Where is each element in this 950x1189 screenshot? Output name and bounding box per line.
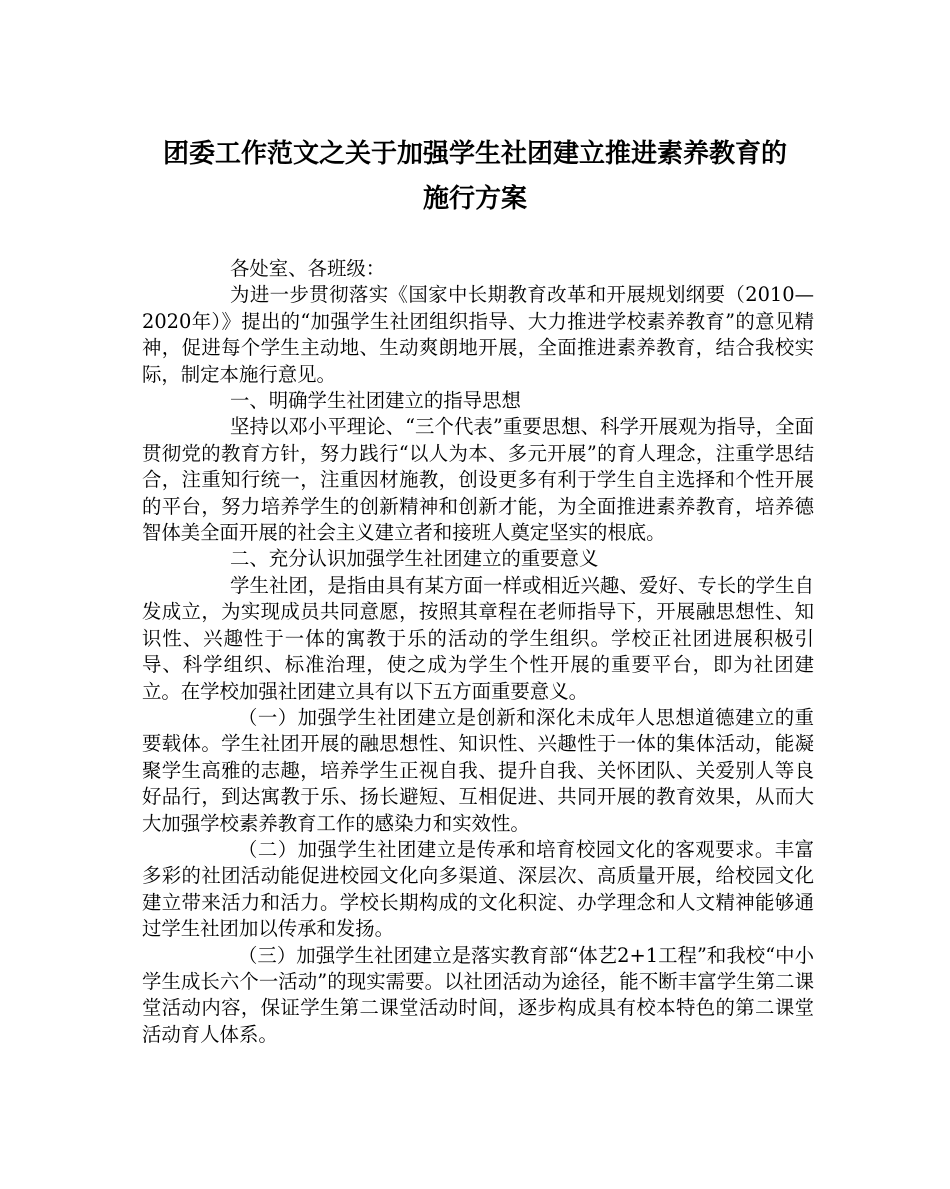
- significance-item-1: （一）加强学生社团建立是创新和深化未成年人思想道德建立的重要载体。学生社团开展的融思想性、知识性、兴趣性于一体的集体活动，能凝聚学生高雅的志趣，培养学生正视自我、提升自我、关怀团队、关爱别人等良好品行，到达寓教于乐、扬长避短、互相促进、共同开展的教育效果，从而大大加强学校素养教育工作的感染力和实效性。: [142, 705, 814, 835]
- intro-paragraph: 为进一步贯彻落实《国家中长期教育改革和开展规划纲要（2010—2020年）》提出的“加强学生社团组织指导、大力推进学校素养教育”的意见精神，促进每个学生主动地、生动爽朗地开展，全面推进素养教育，结合我校实际，制定本施行意见。: [142, 283, 814, 386]
- document-title-line-2: 施行方案: [422, 184, 527, 214]
- section-heading-2: 二、充分认识加强学生社团建立的重要意义: [230, 547, 599, 571]
- section-2-paragraph: 学生社团，是指由具有某方面一样或相近兴趣、爱好、专长的学生自发成立，为实现成员共同意愿，按照其章程在老师指导下，开展融思想性、知识性、兴趣性于一体的寓教于乐的活动的学生组织。学校正社团进展积极引导、科学组织、标准治理，使之成为学生个性开展的重要平台，即为社团建立。在学校加强社团建立具有以下五方面重要意义。: [142, 573, 814, 703]
- document-title-line-1: 团委工作范文之关于加强学生社团建立推进素养教育的: [162, 139, 787, 169]
- section-heading-1: 一、明确学生社团建立的指导思想: [230, 389, 521, 413]
- salutation: 各处室、各班级：: [230, 257, 386, 280]
- section-1-paragraph: 坚持以邓小平理论、“三个代表”重要思想、科学开展观为指导，全面贯彻党的教育方针，努力践行“以人为本、多元开展”的育人理念，注重学思结合，注重知行统一，注重因材施教，创设更多有利于学生自主选择和个性开展的平台，努力培养学生的创新精神和创新才能，为全面推进素养教育，培养德智体美全面开展的社会主义建立者和接班人奠定坚实的根底。: [142, 415, 814, 545]
- document-body: [142, 256, 814, 1048]
- significance-item-3: （三）加强学生社团建立是落实教育部“体艺2+1工程”和我校“中小学生成长六个一活动”的现实需要。以社团活动为途径，能不断丰富学生第二课堂活动内容，保证学生第二课堂活动时间，逐步构成具有校本特色的第二课堂活动育人体系。: [142, 943, 814, 1046]
- significance-item-2: （二）加强学生社团建立是传承和培育校园文化的客观要求。丰富多彩的社团活动能促进校园文化向多渠道、深层次、高质量开展，给校园文化建立带来活力和活力。学校长期构成的文化积淀、办学理念和人文精神能够通过学生社团加以传承和发扬。: [142, 837, 814, 941]
